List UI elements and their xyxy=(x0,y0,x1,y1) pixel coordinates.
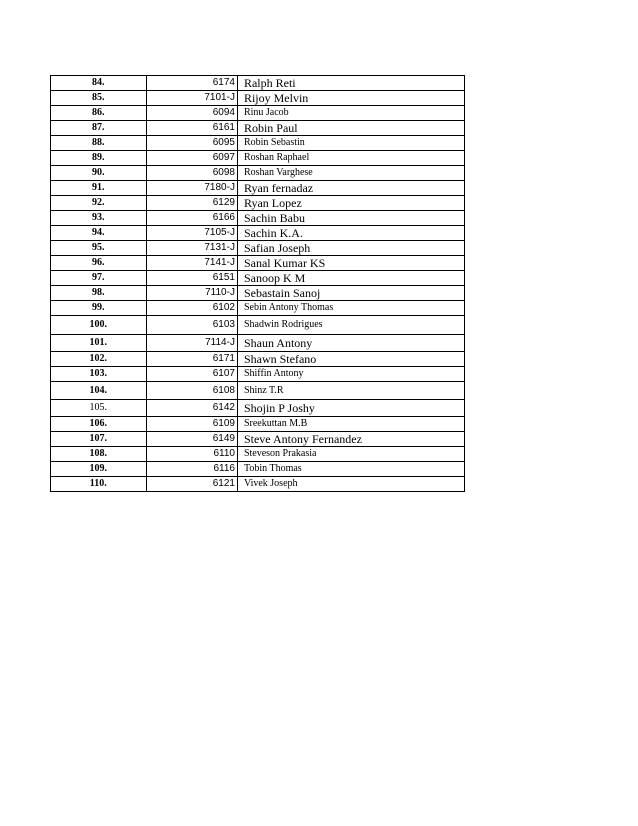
serial-number-cell: 90. xyxy=(51,166,147,181)
id-number-cell: 6109 xyxy=(146,417,237,432)
name-cell: Sachin Babu xyxy=(237,211,464,226)
id-number-cell: 6097 xyxy=(146,151,237,166)
table-row xyxy=(51,241,465,256)
name-cell: Shinz T.R xyxy=(237,382,464,400)
name-cell: Shiffin Antony xyxy=(237,367,464,382)
table-row xyxy=(51,166,465,181)
table-row xyxy=(51,196,465,211)
name-cell: Safian Joseph xyxy=(237,241,464,256)
serial-number-cell: 87. xyxy=(51,121,147,136)
id-number-cell: 7114-J xyxy=(146,335,237,352)
serial-number-cell: 97. xyxy=(51,271,147,286)
table-row xyxy=(51,447,465,462)
table-row xyxy=(51,432,465,447)
serial-number-cell: 94. xyxy=(51,226,147,241)
name-cell: Robin Paul xyxy=(237,121,464,136)
name-cell: Shadwin Rodrigues xyxy=(237,316,464,335)
name-cell: Steveson Prakasia xyxy=(237,447,464,462)
table-row xyxy=(51,76,465,91)
name-cell: Sebin Antony Thomas xyxy=(237,301,464,316)
serial-number-cell: 95. xyxy=(51,241,147,256)
table-row xyxy=(51,335,465,352)
table-row xyxy=(51,211,465,226)
name-cell: Sebastain Sanoj xyxy=(237,286,464,301)
serial-number-cell: 105. xyxy=(51,400,147,417)
serial-number-cell: 106. xyxy=(51,417,147,432)
table-row xyxy=(51,382,465,400)
name-cell: Rijoy Melvin xyxy=(237,91,464,106)
serial-number-cell: 88. xyxy=(51,136,147,151)
id-number-cell: 6174 xyxy=(146,76,237,91)
table-row xyxy=(51,181,465,196)
table-row xyxy=(51,367,465,382)
name-cell: Roshan Raphael xyxy=(237,151,464,166)
roster-table xyxy=(50,75,465,492)
serial-number-cell: 108. xyxy=(51,447,147,462)
table-row xyxy=(51,400,465,417)
id-number-cell: 7180-J xyxy=(146,181,237,196)
id-number-cell: 6107 xyxy=(146,367,237,382)
id-number-cell: 6103 xyxy=(146,316,237,335)
name-cell: Roshan Varghese xyxy=(237,166,464,181)
id-number-cell: 6161 xyxy=(146,121,237,136)
serial-number-cell: 92. xyxy=(51,196,147,211)
table-row xyxy=(51,226,465,241)
id-number-cell: 6110 xyxy=(146,447,237,462)
id-number-cell: 6151 xyxy=(146,271,237,286)
id-number-cell: 6149 xyxy=(146,432,237,447)
serial-number-cell: 103. xyxy=(51,367,147,382)
table-row xyxy=(51,316,465,335)
table-row xyxy=(51,301,465,316)
name-cell: Robin Sebastin xyxy=(237,136,464,151)
serial-number-cell: 107. xyxy=(51,432,147,447)
serial-number-cell: 93. xyxy=(51,211,147,226)
id-number-cell: 7141-J xyxy=(146,256,237,271)
serial-number-cell: 91. xyxy=(51,181,147,196)
serial-number-cell: 100. xyxy=(51,316,147,335)
table-row xyxy=(51,121,465,136)
name-cell: Rinu Jacob xyxy=(237,106,464,121)
id-number-cell: 6095 xyxy=(146,136,237,151)
name-cell: Ryan Lopez xyxy=(237,196,464,211)
table-row xyxy=(51,256,465,271)
serial-number-cell: 98. xyxy=(51,286,147,301)
name-cell: Shojin P Joshy xyxy=(237,400,464,417)
name-cell: Sreekuttan M.B xyxy=(237,417,464,432)
id-number-cell: 6102 xyxy=(146,301,237,316)
name-cell: Shawn Stefano xyxy=(237,352,464,367)
name-cell: Steve Antony Fernandez xyxy=(237,432,464,447)
table-row xyxy=(51,106,465,121)
id-number-cell: 6166 xyxy=(146,211,237,226)
id-number-cell: 6171 xyxy=(146,352,237,367)
serial-number-cell: 110. xyxy=(51,477,147,492)
table-row xyxy=(51,136,465,151)
id-number-cell: 7101-J xyxy=(146,91,237,106)
serial-number-cell: 104. xyxy=(51,382,147,400)
id-number-cell: 7110-J xyxy=(146,286,237,301)
serial-number-cell: 101. xyxy=(51,335,147,352)
table-row xyxy=(51,91,465,106)
name-cell: Sanal Kumar KS xyxy=(237,256,464,271)
roster-table-body xyxy=(51,76,465,492)
table-row xyxy=(51,271,465,286)
id-number-cell: 6108 xyxy=(146,382,237,400)
serial-number-cell: 86. xyxy=(51,106,147,121)
id-number-cell: 6129 xyxy=(146,196,237,211)
serial-number-cell: 109. xyxy=(51,462,147,477)
id-number-cell: 6098 xyxy=(146,166,237,181)
serial-number-cell: 85. xyxy=(51,91,147,106)
table-row xyxy=(51,352,465,367)
id-number-cell: 6116 xyxy=(146,462,237,477)
id-number-cell: 6094 xyxy=(146,106,237,121)
id-number-cell: 6142 xyxy=(146,400,237,417)
name-cell: Ryan fernadaz xyxy=(237,181,464,196)
serial-number-cell: 102. xyxy=(51,352,147,367)
table-row xyxy=(51,477,465,492)
name-cell: Sachin K.A. xyxy=(237,226,464,241)
name-cell: Sanoop K M xyxy=(237,271,464,286)
id-number-cell: 7131-J xyxy=(146,241,237,256)
id-number-cell: 6121 xyxy=(146,477,237,492)
name-cell: Tobin Thomas xyxy=(237,462,464,477)
table-row xyxy=(51,417,465,432)
serial-number-cell: 89. xyxy=(51,151,147,166)
serial-number-cell: 99. xyxy=(51,301,147,316)
name-cell: Vivek Joseph xyxy=(237,477,464,492)
name-cell: Ralph Reti xyxy=(237,76,464,91)
table-row xyxy=(51,286,465,301)
table-row xyxy=(51,151,465,166)
serial-number-cell: 84. xyxy=(51,76,147,91)
id-number-cell: 7105-J xyxy=(146,226,237,241)
name-cell: Shaun Antony xyxy=(237,335,464,352)
serial-number-cell: 96. xyxy=(51,256,147,271)
table-row xyxy=(51,462,465,477)
